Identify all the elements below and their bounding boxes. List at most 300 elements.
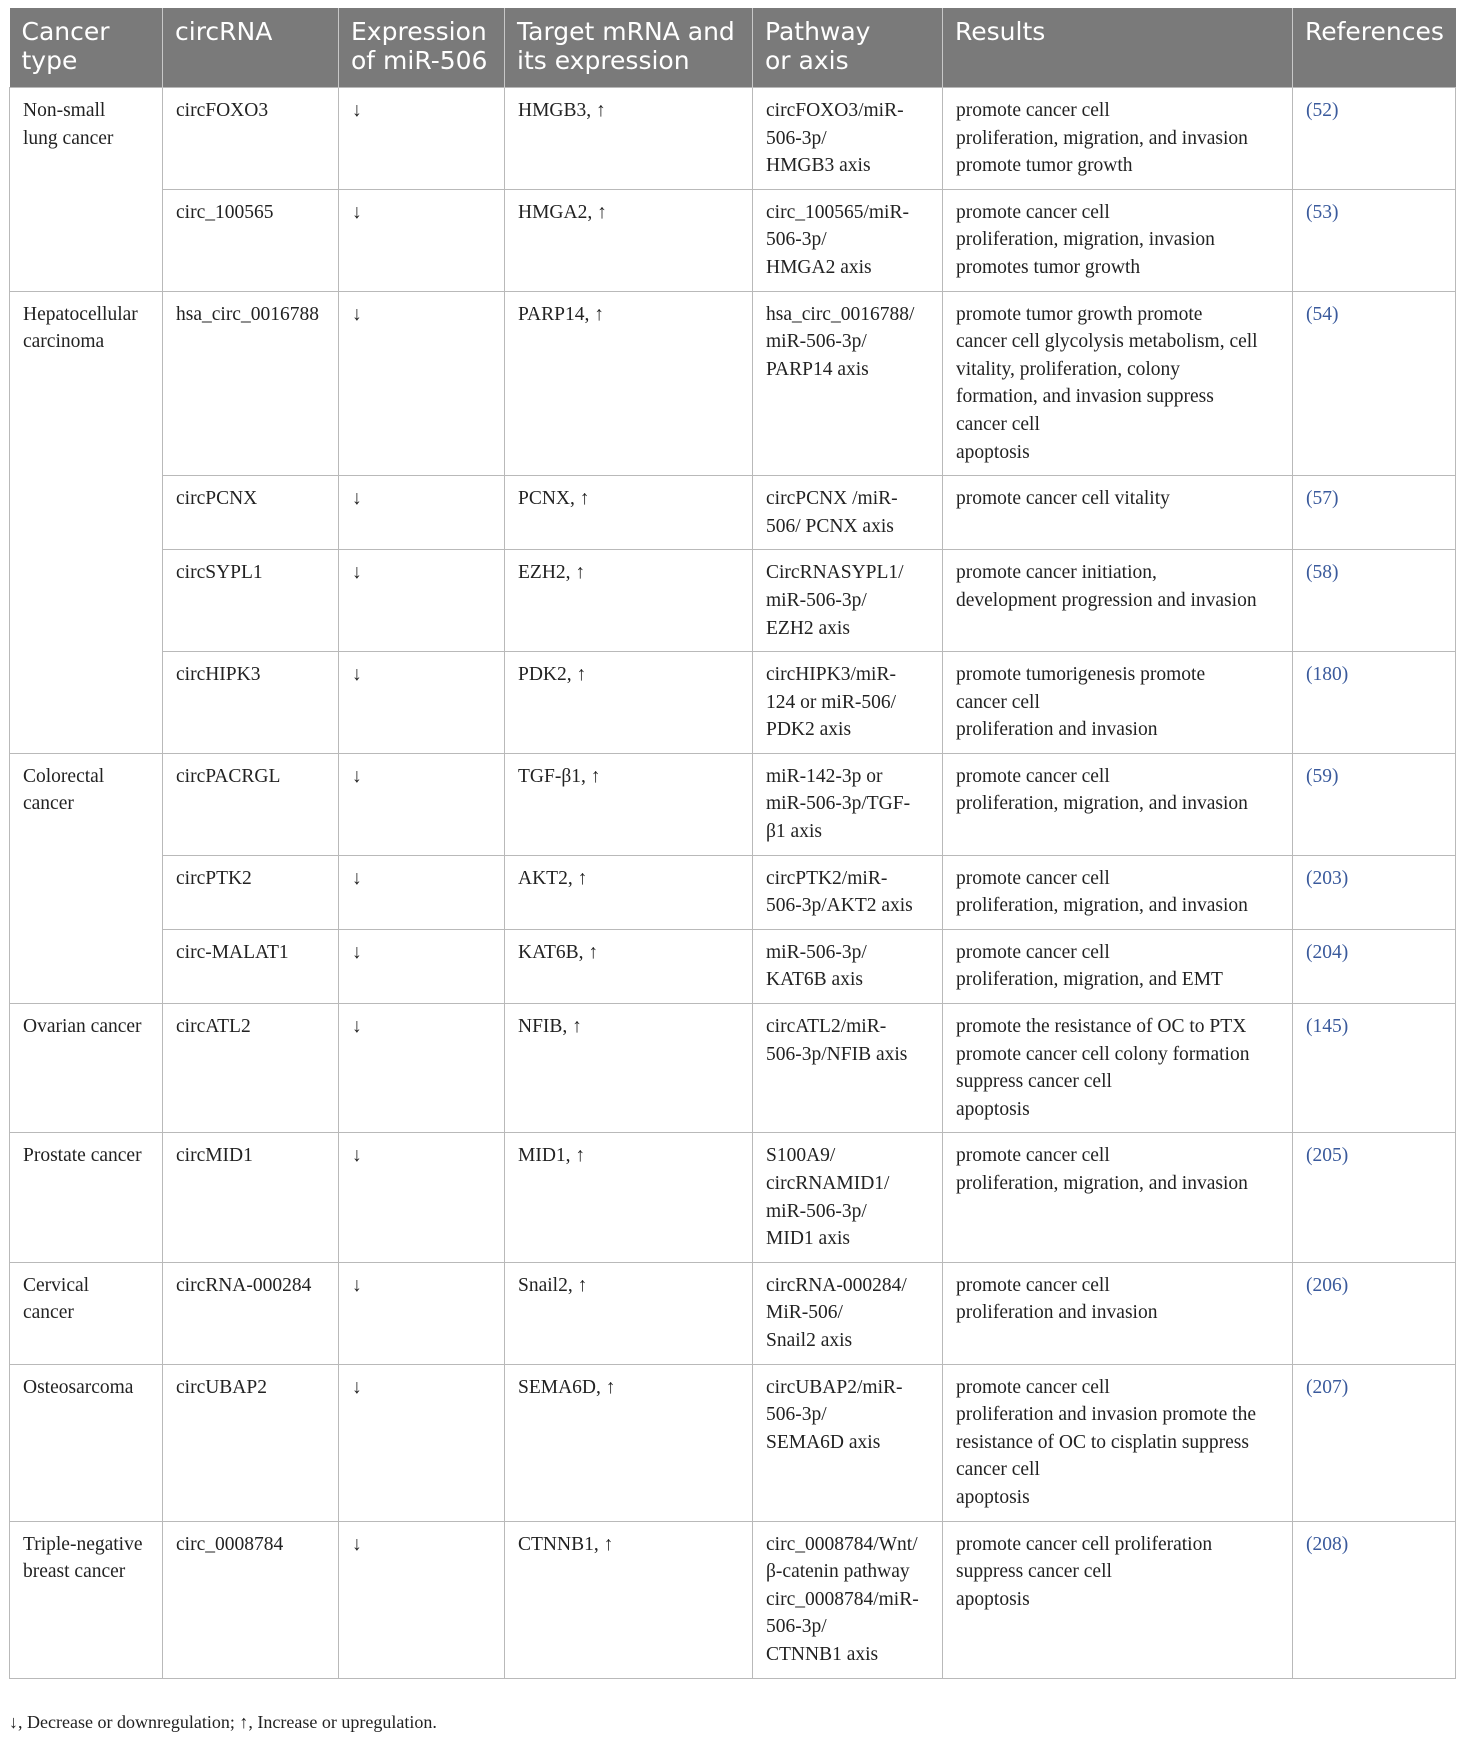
cell-circrna	[163, 189, 339, 291]
cell-reference	[1293, 753, 1456, 855]
cell-line: miR-506-3p/TGF-	[766, 793, 911, 815]
cell-line: HMGA2 axis	[766, 256, 872, 278]
cell-target-text: AKT2, ↑	[518, 867, 588, 889]
table-container	[9, 8, 1455, 1679]
reference-link[interactable]: 208	[1312, 1533, 1342, 1555]
cell-circrna-text: circPTK2	[176, 867, 252, 889]
cell-circrna-text: circHIPK3	[176, 664, 261, 686]
paren-open: (	[1306, 201, 1313, 223]
cell-target	[505, 1262, 753, 1364]
cell-cancer-type	[10, 1364, 163, 1521]
table-row	[10, 929, 1456, 1003]
paren-close: )	[1332, 562, 1339, 584]
cell-line: circPCNX /miR-	[766, 488, 898, 510]
cell-circrna	[163, 1262, 339, 1364]
cell-target-text: PARP14, ↑	[518, 303, 604, 325]
paren-open: (	[1306, 562, 1313, 584]
cell-circrna-text: circ_0008784	[176, 1533, 284, 1555]
header-line: or axis	[765, 46, 849, 75]
reference-link[interactable]: 206	[1312, 1274, 1342, 1296]
cell-circrna-text: circSYPL1	[176, 562, 263, 584]
cell-expression	[339, 1364, 505, 1521]
cell-reference	[1293, 1133, 1456, 1262]
table-row	[10, 652, 1456, 754]
table-row	[10, 189, 1456, 291]
paren-close: )	[1332, 303, 1339, 325]
cell-circrna	[163, 1364, 339, 1521]
cell-line: suppress cancer cell	[956, 1561, 1112, 1583]
cell-line: development progression and invasion	[956, 589, 1257, 611]
cell-line: Prostate cancer	[23, 1145, 142, 1167]
cell-line: proliferation and invasion	[956, 719, 1158, 741]
cell-expression	[339, 550, 505, 652]
cell-line: cancer	[23, 1302, 74, 1324]
cell-reference	[1293, 1004, 1456, 1133]
header-line: type	[21, 46, 78, 75]
paren-close: )	[1332, 765, 1339, 787]
paren-open: (	[1306, 303, 1313, 325]
cell-expression	[339, 652, 505, 754]
cell-target-text: HMGB3, ↑	[518, 100, 606, 121]
cell-line: miR-142-3p or	[766, 765, 883, 787]
cell-expression	[339, 189, 505, 291]
cell-line: resistance of OC to cisplatin suppress	[956, 1431, 1249, 1453]
cell-circrna	[163, 1004, 339, 1133]
cell-pathway	[753, 652, 943, 754]
cell-line: proliferation, migration, invasion	[956, 229, 1215, 251]
table-row	[10, 476, 1456, 550]
cell-reference	[1293, 291, 1456, 476]
paren-close: )	[1341, 1145, 1349, 1167]
paren-open: (	[1306, 1145, 1313, 1167]
header-cancer-type	[10, 8, 163, 88]
cell-line: promote tumor growth	[956, 155, 1133, 177]
table-row	[10, 1364, 1456, 1521]
cell-reference	[1293, 1262, 1456, 1364]
cell-line: suppress cancer cell	[956, 1071, 1112, 1093]
cell-pathway	[753, 1004, 943, 1133]
paren-open: (	[1306, 1274, 1313, 1296]
cell-line: apoptosis	[956, 1098, 1030, 1120]
cell-line: proliferation, migration, and invasion	[956, 127, 1248, 149]
paren-close: )	[1332, 100, 1339, 121]
cell-target	[505, 855, 753, 929]
cell-line: promote cancer cell	[956, 201, 1110, 223]
paren-close: )	[1341, 1376, 1349, 1398]
cell-line: S100A9/	[766, 1145, 836, 1167]
cell-pathway	[753, 476, 943, 550]
paren-open: (	[1306, 1533, 1313, 1555]
cell-target-text: TGF-β1, ↑	[518, 765, 601, 787]
cell-pathway	[753, 1262, 943, 1364]
cell-line: 506-3p/	[766, 229, 827, 251]
cell-line: circ_0008784/miR-	[766, 1588, 919, 1610]
cell-line: cancer	[23, 793, 74, 815]
cell-reference	[1293, 652, 1456, 754]
header-results	[943, 8, 1293, 88]
cell-line: circFOXO3/miR-	[766, 100, 904, 121]
paren-open: (	[1306, 488, 1313, 510]
cell-circrna-text: circPCNX	[176, 488, 258, 510]
cell-line: circATL2/miR-	[766, 1016, 887, 1038]
cell-expression	[339, 1133, 505, 1262]
cell-circrna	[163, 753, 339, 855]
table-row	[10, 88, 1456, 190]
header-target-mrna	[505, 8, 753, 88]
header-line: circRNA	[175, 17, 273, 46]
cell-line: promotes tumor growth	[956, 256, 1141, 278]
reference-link[interactable]: 204	[1312, 941, 1342, 963]
cell-pathway	[753, 189, 943, 291]
reference-link[interactable]: 205	[1312, 1145, 1342, 1167]
cell-target	[505, 753, 753, 855]
cell-circrna	[163, 476, 339, 550]
reference-link[interactable]: 53	[1312, 201, 1332, 223]
header-line: References	[1305, 17, 1444, 46]
cell-target	[505, 550, 753, 652]
cell-target-text: HMGA2, ↑	[518, 201, 607, 223]
cell-expression	[339, 753, 505, 855]
cell-line: miR-506-3p/	[766, 589, 867, 611]
cell-reference	[1293, 1521, 1456, 1678]
header-pathway	[753, 8, 943, 88]
cell-line: MID1 axis	[766, 1228, 850, 1250]
table-row	[10, 855, 1456, 929]
cell-circrna-text: circATL2	[176, 1016, 251, 1038]
cell-circrna-text: circUBAP2	[176, 1376, 267, 1398]
cell-expression-text: ↓	[352, 1533, 362, 1555]
cell-circrna	[163, 855, 339, 929]
reference-link[interactable]: 145	[1312, 1016, 1342, 1038]
cell-line: cancer cell	[956, 1459, 1040, 1481]
cell-expression	[339, 929, 505, 1003]
cell-line: cancer cell	[956, 691, 1040, 713]
cell-line: vitality, proliferation, colony	[956, 358, 1181, 380]
cell-target	[505, 189, 753, 291]
cell-expression-text: ↓	[352, 765, 362, 787]
cell-line: apoptosis	[956, 441, 1030, 463]
cell-results	[943, 189, 1293, 291]
header-line: its expression	[517, 46, 690, 75]
cell-circrna	[163, 929, 339, 1003]
table-row	[10, 1004, 1456, 1133]
cell-circrna-text: circ_100565	[176, 201, 274, 223]
cell-circrna-text: hsa_circ_0016788	[176, 303, 319, 325]
cell-line: promote cancer cell	[956, 765, 1110, 787]
cell-target-text: EZH2, ↑	[518, 562, 586, 584]
reference-link[interactable]: 203	[1312, 867, 1342, 889]
cell-line: promote cancer cell vitality	[956, 488, 1170, 510]
cell-results	[943, 1521, 1293, 1678]
cell-line: cancer cell	[956, 413, 1040, 435]
reference-link[interactable]: 52	[1312, 100, 1332, 121]
reference-link[interactable]: 54	[1312, 303, 1332, 325]
cell-cancer-type	[10, 88, 163, 292]
cell-target-text: NFIB, ↑	[518, 1016, 582, 1038]
cell-line: proliferation and invasion promote the	[956, 1404, 1257, 1426]
paren-close: )	[1332, 488, 1339, 510]
cell-line: promote cancer cell	[956, 1274, 1110, 1296]
cell-results	[943, 929, 1293, 1003]
cell-line: promote cancer cell	[956, 941, 1110, 963]
cell-results	[943, 1262, 1293, 1364]
table-row	[10, 1521, 1456, 1678]
cell-reference	[1293, 929, 1456, 1003]
cell-line: 506-3p/	[766, 1616, 827, 1638]
cell-line: 506-3p/AKT2 axis	[766, 895, 913, 917]
cell-target	[505, 291, 753, 476]
cell-circrna	[163, 550, 339, 652]
cell-line: cancer cell glycolysis metabolism, cell	[956, 331, 1258, 353]
cell-line: circ_100565/miR-	[766, 201, 909, 223]
cell-line: Snail2 axis	[766, 1329, 853, 1351]
cell-reference	[1293, 1364, 1456, 1521]
cell-target	[505, 1364, 753, 1521]
cell-line: promote the resistance of OC to PTX	[956, 1016, 1247, 1038]
header-line: Cancer	[21, 17, 110, 46]
cell-results	[943, 753, 1293, 855]
cell-line: proliferation and invasion	[956, 1302, 1158, 1324]
reference-link[interactable]: 58	[1312, 562, 1332, 584]
cell-expression-text: ↓	[352, 201, 362, 223]
cell-results	[943, 476, 1293, 550]
cell-line: PDK2 axis	[766, 719, 852, 741]
cell-pathway	[753, 88, 943, 190]
cell-results	[943, 88, 1293, 190]
header-circrna	[163, 8, 339, 88]
cell-expression-text: ↓	[352, 303, 362, 325]
cell-line: promote cancer cell	[956, 867, 1110, 889]
cell-line: β1 axis	[766, 821, 822, 843]
cell-target-text: PCNX, ↑	[518, 488, 590, 510]
table-row	[10, 1262, 1456, 1364]
cell-results	[943, 1364, 1293, 1521]
paren-close: )	[1341, 941, 1349, 963]
table-footnote: ↓, Decrease or downregulation; ↑, Increase or upregulation.	[9, 1712, 437, 1732]
cell-target	[505, 88, 753, 190]
cell-reference	[1293, 550, 1456, 652]
reference-link[interactable]: 207	[1312, 1376, 1342, 1398]
cell-line: circPTK2/miR-	[766, 867, 888, 889]
cell-expression	[339, 88, 505, 190]
cell-line: promote tumor growth promote	[956, 303, 1203, 325]
cell-line: 506-3p/	[766, 127, 827, 149]
cell-line: circ_0008784/Wnt/	[766, 1533, 918, 1555]
cell-target	[505, 1521, 753, 1678]
header-line: Pathway	[765, 17, 871, 46]
circrna-table	[9, 8, 1456, 1679]
cell-line: HMGB3 axis	[766, 155, 871, 177]
cell-expression	[339, 1004, 505, 1133]
paren-open: (	[1306, 1376, 1313, 1398]
cell-expression-text: ↓	[352, 1145, 362, 1167]
header-line: Results	[955, 17, 1046, 46]
cell-circrna	[163, 1133, 339, 1262]
cell-expression-text: ↓	[352, 1376, 362, 1398]
cell-circrna-text: circRNA-000284	[176, 1274, 312, 1296]
cell-reference	[1293, 476, 1456, 550]
cell-line: Cervical	[23, 1274, 90, 1296]
cell-target-text: KAT6B, ↑	[518, 941, 599, 963]
cell-pathway	[753, 1133, 943, 1262]
cell-line: 506-3p/	[766, 1404, 827, 1426]
paren-close: )	[1341, 1016, 1349, 1038]
cell-circrna-text: circFOXO3	[176, 100, 269, 121]
cell-pathway	[753, 855, 943, 929]
paren-open: (	[1306, 867, 1313, 889]
paren-open: (	[1306, 664, 1313, 686]
cell-line: promote tumorigenesis promote	[956, 664, 1206, 686]
table-body	[10, 88, 1456, 1679]
cell-line: promote cancer initiation,	[956, 562, 1157, 584]
cell-line: Ovarian cancer	[23, 1016, 142, 1038]
cell-target-text: MID1, ↑	[518, 1145, 586, 1167]
cell-pathway	[753, 550, 943, 652]
reference-link[interactable]: 180	[1312, 664, 1342, 686]
cell-line: promote cancer cell	[956, 100, 1110, 121]
cell-line: Colorectal	[23, 765, 105, 787]
cell-line: formation, and invasion suppress	[956, 386, 1214, 408]
cell-line: Osteosarcoma	[23, 1376, 134, 1398]
cell-circrna	[163, 291, 339, 476]
cell-pathway	[753, 1364, 943, 1521]
cell-expression	[339, 291, 505, 476]
cell-expression-text: ↓	[352, 488, 362, 510]
cell-line: 506-3p/NFIB axis	[766, 1043, 908, 1065]
cell-line: SEMA6D axis	[766, 1431, 881, 1453]
cell-cancer-type	[10, 1004, 163, 1133]
reference-link[interactable]: 57	[1312, 488, 1332, 510]
cell-line: β-catenin pathway	[766, 1561, 910, 1583]
cell-line: proliferation, migration, and invasion	[956, 793, 1248, 815]
cell-line: breast cancer	[23, 1561, 126, 1583]
cell-expression-text: ↓	[352, 867, 362, 889]
cell-pathway	[753, 1521, 943, 1678]
cell-line: KAT6B axis	[766, 969, 863, 991]
paren-open: (	[1306, 941, 1313, 963]
cell-line: carcinoma	[23, 331, 105, 353]
cell-target-text: SEMA6D, ↑	[518, 1376, 616, 1398]
cell-line: circUBAP2/miR-	[766, 1376, 903, 1398]
cell-line: promote cancer cell	[956, 1145, 1110, 1167]
cell-expression-text: ↓	[352, 1016, 362, 1038]
paren-close: )	[1341, 664, 1349, 686]
header-expression	[339, 8, 505, 88]
cell-expression	[339, 1262, 505, 1364]
cell-expression	[339, 855, 505, 929]
cell-line: circHIPK3/miR-	[766, 664, 896, 686]
cell-line: PARP14 axis	[766, 358, 869, 380]
cell-line: EZH2 axis	[766, 617, 850, 639]
cell-cancer-type	[10, 753, 163, 1003]
cell-line: CTNNB1 axis	[766, 1643, 879, 1665]
cell-line: 506/ PCNX axis	[766, 515, 894, 537]
cell-line: 124 or miR-506/	[766, 691, 896, 713]
table-row	[10, 550, 1456, 652]
paren-close: )	[1341, 1274, 1349, 1296]
cell-expression-text: ↓	[352, 664, 362, 686]
cell-line: promote cancer cell proliferation	[956, 1533, 1213, 1555]
cell-reference	[1293, 855, 1456, 929]
cell-line: miR-506-3p/	[766, 1200, 867, 1222]
cell-expression-text: ↓	[352, 1274, 362, 1296]
cell-line: proliferation, migration, and EMT	[956, 969, 1223, 991]
header-line: Expression	[351, 17, 487, 46]
cell-line: miR-506-3p/	[766, 941, 867, 963]
cell-circrna-text: circ-MALAT1	[176, 941, 289, 963]
cell-line: MiR-506/	[766, 1302, 843, 1324]
paren-open: (	[1306, 765, 1313, 787]
cell-expression-text: ↓	[352, 941, 362, 963]
table-row	[10, 1133, 1456, 1262]
cell-expression-text: ↓	[352, 562, 362, 584]
cell-results	[943, 291, 1293, 476]
paren-close: )	[1341, 1533, 1349, 1555]
cell-reference	[1293, 88, 1456, 190]
cell-pathway	[753, 291, 943, 476]
cell-cancer-type	[10, 1133, 163, 1262]
table-header-row	[10, 8, 1456, 88]
cell-target	[505, 1004, 753, 1133]
cell-line: Hepatocellular	[23, 303, 138, 325]
paren-open: (	[1306, 1016, 1313, 1038]
paren-open: (	[1306, 100, 1313, 121]
cell-line: CircRNASYPL1/	[766, 562, 904, 584]
cell-line: circRNAMID1/	[766, 1173, 890, 1194]
cell-results	[943, 652, 1293, 754]
cell-results	[943, 550, 1293, 652]
cell-line: Non-small	[23, 100, 106, 121]
cell-circrna-text: circPACRGL	[176, 765, 281, 787]
cell-target-text: CTNNB1, ↑	[518, 1533, 614, 1555]
cell-cancer-type	[10, 291, 163, 753]
reference-link[interactable]: 59	[1312, 765, 1332, 787]
cell-reference	[1293, 189, 1456, 291]
cell-line: circRNA-000284/	[766, 1274, 907, 1296]
cell-circrna	[163, 88, 339, 190]
cell-results	[943, 855, 1293, 929]
cell-line: promote cancer cell	[956, 1376, 1110, 1398]
header-line: of miR-506	[351, 46, 488, 75]
cell-results	[943, 1133, 1293, 1262]
cell-target	[505, 1133, 753, 1262]
cell-expression-text: ↓	[352, 100, 362, 121]
cell-circrna-text: circMID1	[176, 1145, 253, 1167]
cell-line: apoptosis	[956, 1486, 1030, 1508]
cell-line: Triple-negative	[23, 1533, 143, 1555]
cell-expression	[339, 1521, 505, 1678]
cell-line: promote cancer cell colony formation	[956, 1043, 1250, 1065]
cell-target	[505, 476, 753, 550]
cell-line: proliferation, migration, and invasion	[956, 1173, 1248, 1194]
header-references	[1293, 8, 1456, 88]
cell-pathway	[753, 929, 943, 1003]
cell-line: proliferation, migration, and invasion	[956, 895, 1248, 917]
cell-expression	[339, 476, 505, 550]
cell-line: apoptosis	[956, 1588, 1030, 1610]
cell-target	[505, 929, 753, 1003]
cell-line: miR-506-3p/	[766, 331, 867, 353]
cell-target-text: Snail2, ↑	[518, 1274, 588, 1296]
cell-line: hsa_circ_0016788/	[766, 303, 915, 325]
header-line: Target mRNA and	[517, 17, 735, 46]
cell-line: lung cancer	[23, 127, 114, 149]
cell-target-text: PDK2, ↑	[518, 664, 587, 686]
cell-cancer-type	[10, 1521, 163, 1678]
table-row	[10, 291, 1456, 476]
cell-target	[505, 652, 753, 754]
table-row	[10, 753, 1456, 855]
